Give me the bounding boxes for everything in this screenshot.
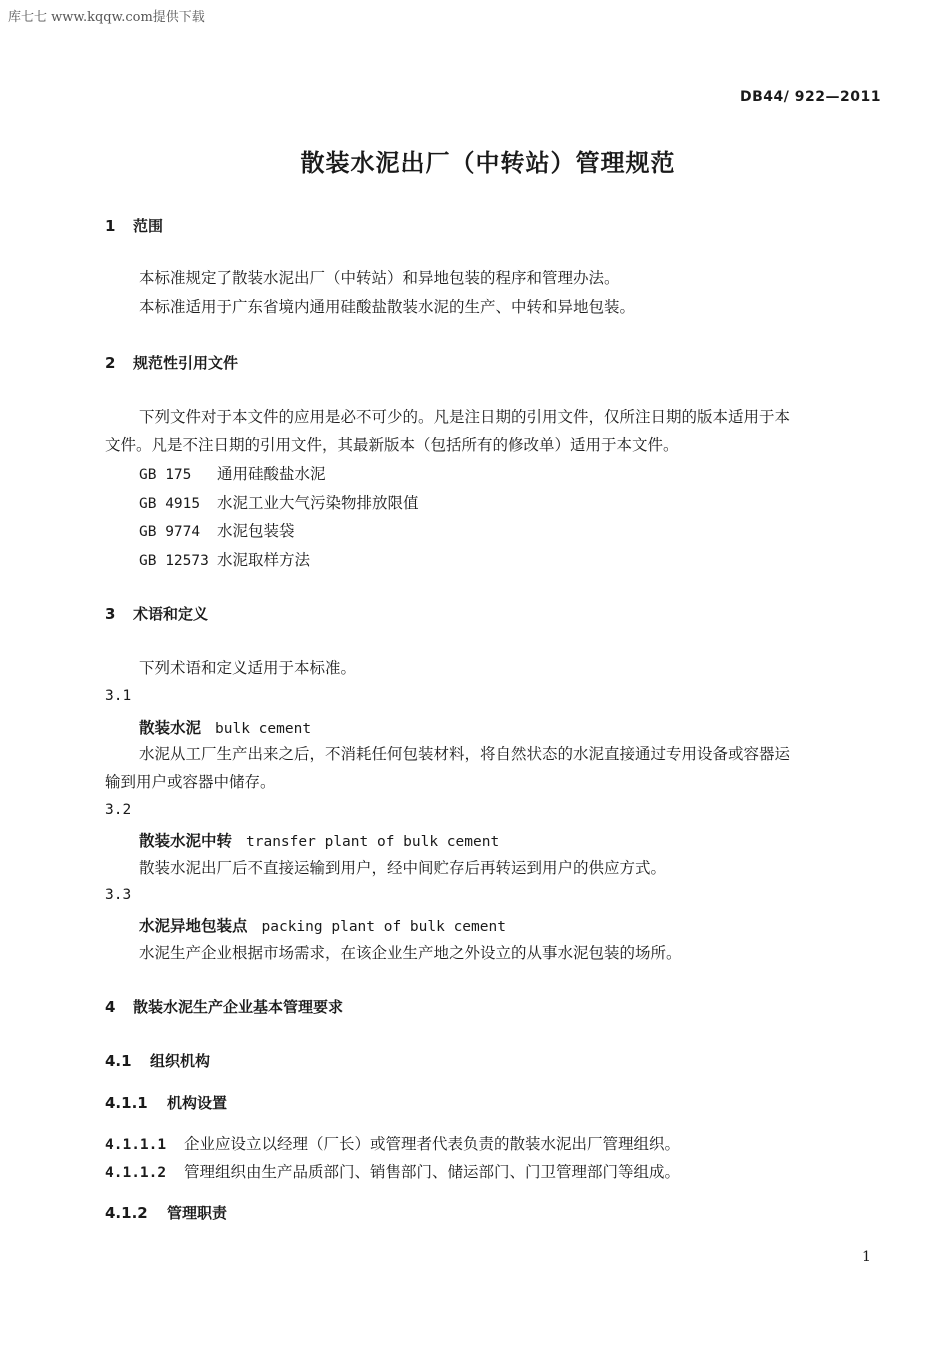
section-number: 3 <box>105 605 116 623</box>
watermark-text: 库七七 www.kqqw.com提供下载 <box>8 10 205 25</box>
reference-code: GB 12573 <box>139 553 209 569</box>
section-title: 术语和定义 <box>133 605 209 623</box>
term-cn: 散装水泥 <box>139 719 202 737</box>
paragraph: 本标准规定了散装水泥出厂（中转站）和异地包装的程序和管理办法。 <box>139 269 620 287</box>
paragraph: 下列术语和定义适用于本标准。 <box>139 659 357 677</box>
reference-code: GB 4915 <box>139 496 201 512</box>
section-title: 散装水泥生产企业基本管理要求 <box>133 998 344 1016</box>
reference-code: GB 175 <box>139 467 192 483</box>
standard-code: DB44/ 922—2011 <box>740 89 881 105</box>
term-definition: 水泥从工厂生产出来之后，不消耗任何包装材料，将自然状态的水泥直接通过专用设备或容器运 <box>139 745 791 763</box>
section-number: 1 <box>105 217 116 235</box>
term-title <box>139 716 311 738</box>
subsection-4-1-heading <box>105 1050 210 1071</box>
reference-code: GB 9774 <box>139 524 201 540</box>
term-en: bulk cement <box>215 721 312 737</box>
section-title: 组织机构 <box>150 1052 211 1070</box>
section-title: 机构设置 <box>167 1094 228 1112</box>
reference-item <box>139 491 419 513</box>
term-definition: 散装水泥出厂后不直接运输到用户，经中间贮存后再转运到用户的供应方式。 <box>139 859 667 877</box>
clause-number: 4.1.1.2 <box>105 1165 167 1181</box>
term-definition: 输到用户或容器中储存。 <box>105 773 276 791</box>
clause-4-1-1-1 <box>105 1132 680 1154</box>
term-title <box>139 914 506 936</box>
reference-item <box>139 519 295 541</box>
reference-name: 水泥工业大气污染物排放限值 <box>217 494 419 512</box>
term-number: 3.2 <box>105 802 132 818</box>
reference-item <box>139 462 326 484</box>
term-number: 3.1 <box>105 688 132 704</box>
section-1-heading <box>105 215 163 236</box>
reference-name: 水泥取样方法 <box>217 551 311 569</box>
term-definition: 水泥生产企业根据市场需求，在该企业生产地之外设立的从事水泥包装的场所。 <box>139 944 682 962</box>
section-2-heading <box>105 352 238 373</box>
section-number: 4 <box>105 998 116 1016</box>
section-title: 管理职责 <box>167 1204 228 1222</box>
clause-text: 企业应设立以经理（厂长）或管理者代表负责的散装水泥出厂管理组织。 <box>184 1135 681 1153</box>
section-4-heading <box>105 996 343 1017</box>
clause-4-1-1-2 <box>105 1160 680 1182</box>
term-cn: 散装水泥中转 <box>139 832 233 850</box>
section-number: 4.1 <box>105 1052 132 1070</box>
section-number: 4.1.1 <box>105 1094 148 1112</box>
subsection-4-1-1-heading <box>105 1092 227 1113</box>
section-number: 2 <box>105 354 116 372</box>
paragraph: 本标准适用于广东省境内通用硅酸盐散装水泥的生产、中转和异地包装。 <box>139 298 636 316</box>
term-title <box>139 829 499 851</box>
term-en: transfer plant of bulk cement <box>246 834 500 850</box>
section-number: 4.1.2 <box>105 1204 148 1222</box>
paragraph: 下列文件对于本文件的应用是必不可少的。凡是注日期的引用文件，仅所注日期的版本适用于本 <box>139 408 791 426</box>
section-title: 范围 <box>133 217 164 235</box>
term-cn: 水泥异地包装点 <box>139 917 248 935</box>
term-en: packing plant of bulk cement <box>261 919 506 935</box>
clause-text: 管理组织由生产品质部门、销售部门、储运部门、门卫管理部门等组成。 <box>184 1163 681 1181</box>
term-number: 3.3 <box>105 887 132 903</box>
reference-name: 水泥包装袋 <box>217 522 295 540</box>
paragraph: 文件。凡是不注日期的引用文件，其最新版本（包括所有的修改单）适用于本文件。 <box>105 436 679 454</box>
subsection-4-1-2-heading <box>105 1202 227 1223</box>
section-3-heading <box>105 603 208 624</box>
reference-item <box>139 548 310 570</box>
document-title: 散装水泥出厂（中转站）管理规范 <box>300 149 676 177</box>
section-title: 规范性引用文件 <box>133 354 239 372</box>
page-number: 1 <box>862 1249 871 1265</box>
clause-number: 4.1.1.1 <box>105 1137 167 1153</box>
reference-name: 通用硅酸盐水泥 <box>217 465 326 483</box>
